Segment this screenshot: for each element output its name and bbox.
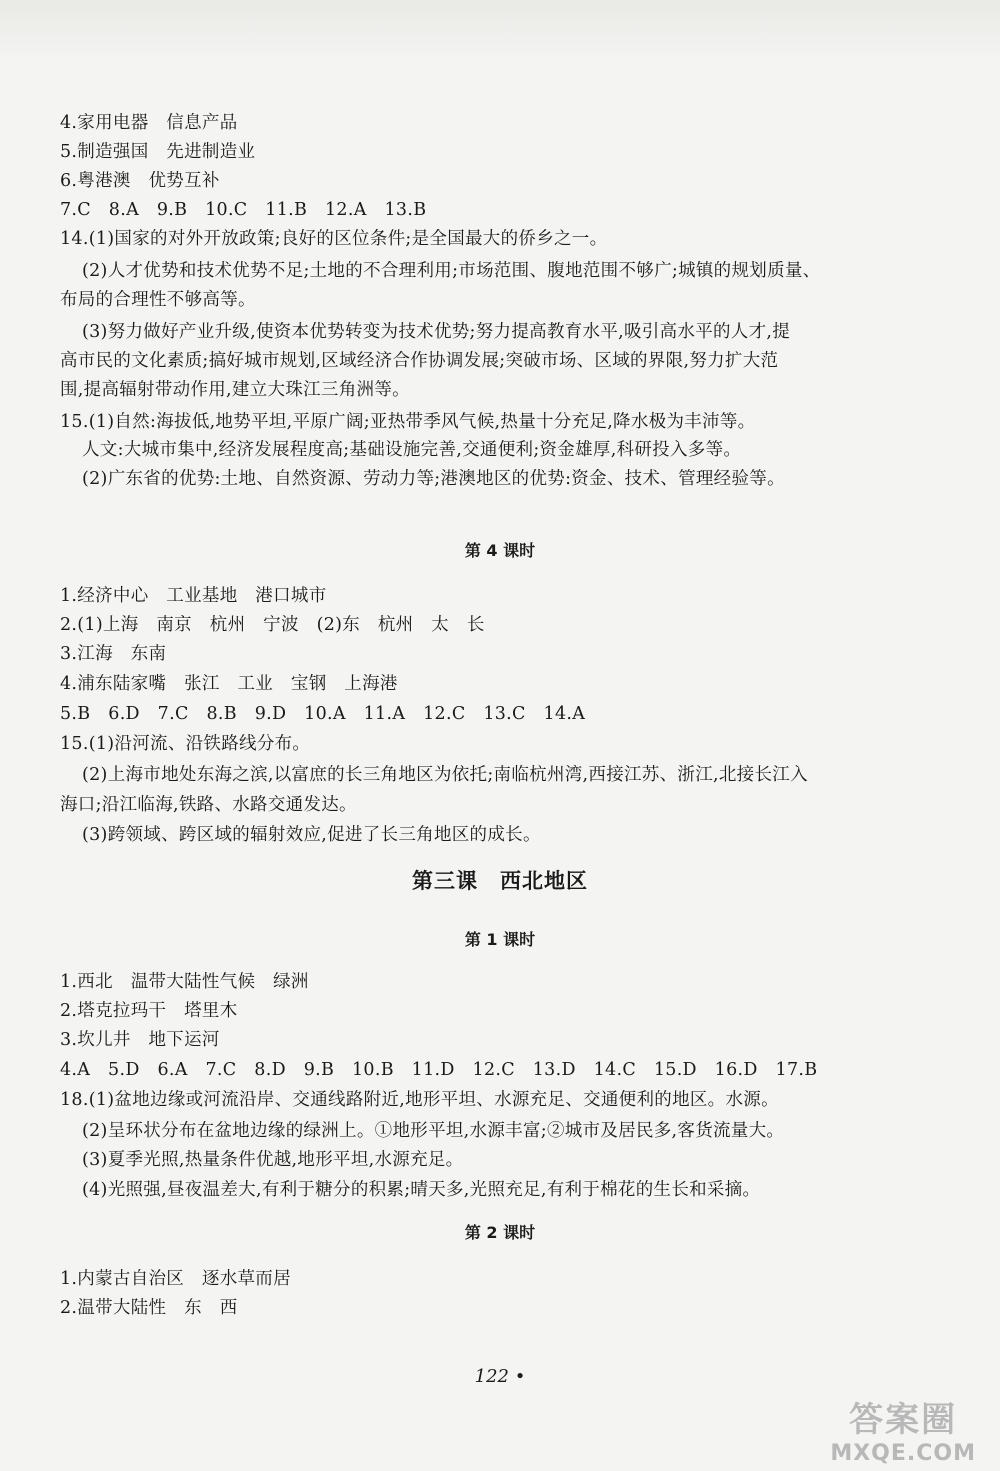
answer-line: 4.家用电器 信息产品 <box>60 113 238 133</box>
answer-line: (3)夏季光照,热量条件优越,地形平坦,水源充足。 <box>82 1150 464 1170</box>
answer-line: 5.制造强国 先进制造业 <box>60 142 256 162</box>
answer-line: 围,提高辐射带动作用,建立大珠江三角洲等。 <box>60 380 410 400</box>
answer-line: 15.(1)沿河流、沿铁路线分布。 <box>60 734 311 754</box>
watermark-logo: 答案圈 <box>849 1400 958 1440</box>
answer-line: 3.江海 东南 <box>60 644 167 664</box>
answer-line: (2)广东省的优势:土地、自然资源、劳动力等;港澳地区的优势:资金、技术、管理经验等。 <box>82 469 785 489</box>
answer-line: 18.(1)盆地边缘或河流沿岸、交通线路附近,地形平坦、水源充足、交通便利的地区。水源。 <box>60 1090 779 1110</box>
answer-line: 14.(1)国家的对外开放政策;良好的区位条件;是全国最大的侨乡之一。 <box>60 229 608 249</box>
section-heading: 第 4 课时 <box>464 541 536 560</box>
answer-line: 7.C 8.A 9.B 10.C 11.B 12.A 13.B <box>60 200 427 220</box>
answer-line: (2)呈环状分布在盆地边缘的绿洲上。①地形平坦,水源丰富;②城市及居民多,客货流量大。 <box>82 1121 785 1141</box>
answer-line: 2.温带大陆性 东 西 <box>60 1298 238 1318</box>
watermark <box>830 1392 976 1466</box>
answer-line: 6.粤港澳 优势互补 <box>60 171 220 191</box>
section-heading: 第 2 课时 <box>464 1223 536 1242</box>
answer-line: 2.塔克拉玛干 塔里木 <box>60 1001 238 1021</box>
answer-line: 2.(1)上海 南京 杭州 宁波 (2)东 杭州 太 长 <box>60 615 485 635</box>
page-number: 122 • <box>474 1366 526 1387</box>
answer-line: 布局的合理性不够高等。 <box>60 290 256 310</box>
answer-line: (2)上海市地处东海之滨,以富庶的长三角地区为依托;南临杭州湾,西接江苏、浙江,北接长江入 <box>82 765 808 785</box>
answer-line: 人文:大城市集中,经济发展程度高;基础设施完善,交通便利;资金雄厚,科研投入多等。 <box>82 440 742 460</box>
scan-shade <box>0 0 1000 60</box>
answer-line: (3)跨领域、跨区域的辐射效应,促进了长三角地区的成长。 <box>82 825 541 845</box>
chapter-title: 第三课 西北地区 <box>412 869 588 893</box>
answer-line: (4)光照强,昼夜温差大,有利于糖分的积累;晴天多,光照充足,有利于棉花的生长和采摘。 <box>82 1180 761 1200</box>
answer-line: 1.内蒙古自治区 逐水草而居 <box>60 1269 291 1289</box>
answer-line: 4.A 5.D 6.A 7.C 8.D 9.B 10.B 11.D 12.C 13.D 14.C 15.D 16.D 17.B <box>60 1060 818 1080</box>
answer-line: 海口;沿江临海,铁路、水路交通发达。 <box>60 795 357 815</box>
answer-line: (2)人才优势和技术优势不足;土地的不合理利用;市场范围、腹地范围不够广;城镇的规划质量、 <box>82 261 821 281</box>
answer-line: 3.坎儿井 地下运河 <box>60 1030 220 1050</box>
answer-line: 5.B 6.D 7.C 8.B 9.D 10.A 11.A 12.C 13.C 14.A <box>60 704 586 724</box>
answer-line: 15.(1)自然:海拔低,地势平坦,平原广阔;亚热带季风气候,热量十分充足,降水极为丰沛等。 <box>60 412 756 432</box>
answer-line: 4.浦东陆家嘴 张江 工业 宝钢 上海港 <box>60 674 398 694</box>
answer-line: 1.西北 温带大陆性气候 绿洲 <box>60 972 309 992</box>
watermark-url: MXQE.COM <box>830 1441 976 1466</box>
answer-line: 1.经济中心 工业基地 港口城市 <box>60 586 327 606</box>
answer-line: (3)努力做好产业升级,使资本优势转变为技术优势;努力提高教育水平,吸引高水平的人才,提 <box>82 322 791 342</box>
answer-line: 高市民的文化素质;搞好城市规划,区域经济合作协调发展;突破市场、区域的界限,努力扩大范 <box>60 351 779 371</box>
section-heading: 第 1 课时 <box>464 930 536 949</box>
